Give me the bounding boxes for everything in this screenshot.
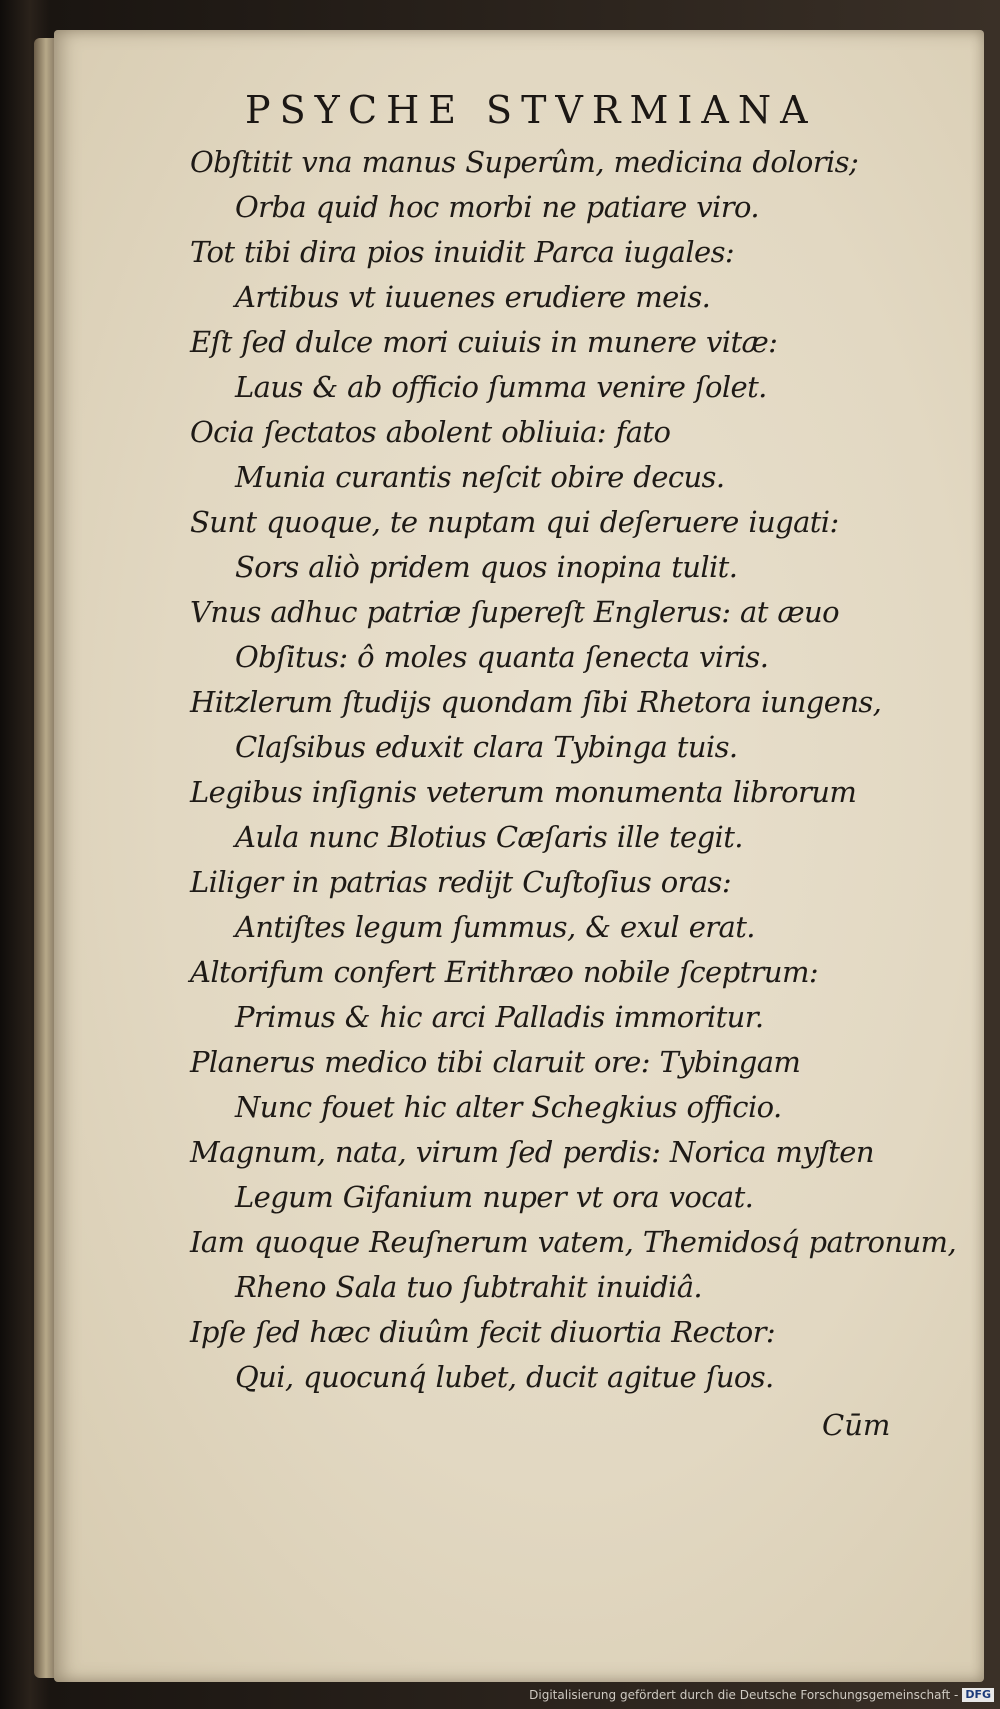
verse-line: Nunc fouet hic alter Schegkius officio. [235,1090,782,1124]
dfg-logo: DFG [962,1688,994,1702]
footer-text: Digitalisierung gefördert durch die Deutsche Forschungsgemeinschaft - [529,1688,959,1702]
verse-line: Sors aliò pridem quos inopina tulit. [235,550,738,584]
verse-line: Magnum, nata, virum ſed perdis: Norica myſten [190,1135,874,1169]
running-title: PSYCHE STVRMIANA [245,88,817,132]
verse-line: Antiſtes legum ſummus, & exul erat. [235,910,755,944]
verse-line: Ocia ſectatos abolent obliuia: fato [190,415,671,449]
verse-line: Vnus adhuc patriæ ſupereſt Englerus: at æuo [190,595,839,629]
verse-line: Legibus inſignis veterum monumenta librorum [190,775,857,809]
verse-line: Aula nunc Blotius Cæſaris ille tegit. [235,820,743,854]
verse-line: Eſt ſed dulce mori cuiuis in munere vitæ: [190,325,778,359]
digitization-credit [529,1685,994,1705]
verse-line: Obſitus: ô moles quanta ſenecta viris. [235,640,769,674]
verse-line: Hitzlerum ſtudijs quondam ſibi Rhetora iungens, [190,685,882,719]
verse-line: Planerus medico tibi claruit ore: Tybingam [190,1045,801,1079]
verse-line: Ipſe ſed hæc diuûm fecit diuortia Rector: [190,1315,776,1349]
verse-line: Rheno Sala tuo ſubtrahit inuidiâ. [235,1270,703,1304]
page-stack-edge [34,38,54,1678]
verse-line: Orba quid hoc morbi ne patiare viro. [235,190,759,224]
verse-line: Legum Gifanium nuper vt ora vocat. [235,1180,754,1214]
poem [190,140,957,1400]
verse-line: Tot tibi dira pios inuidit Parca iugales: [190,235,735,269]
verse-line: Liliger in patrias redijt Cuſtoſius oras: [190,865,731,899]
verse-line: Munia curantis neſcit obire decus. [235,460,725,494]
verse-line: Primus & hic arci Palladis immoritur. [235,1000,764,1034]
verse-line: Qui, quocunq́ lubet, ducit agitue ſuos. [235,1360,774,1394]
verse-line: Iam quoque Reuſnerum vatem, Themidosq́ patronum, [190,1225,957,1259]
verse-line: Obſtitit vna manus Superûm, medicina doloris; [190,145,859,179]
catchword: Cūm [822,1408,891,1442]
verse-line: Altorifum confert Erithræo nobile ſceptrum: [190,955,819,989]
verse-line: Sunt quoque, te nuptam qui deſeruere iugati: [190,505,839,539]
verse-line: Artibus vt iuuenes erudiere meis. [235,280,711,314]
verse-line: Laus & ab officio ſumma venire ſolet. [235,370,767,404]
verse-line: Claſsibus eduxit clara Tybinga tuis. [235,730,738,764]
